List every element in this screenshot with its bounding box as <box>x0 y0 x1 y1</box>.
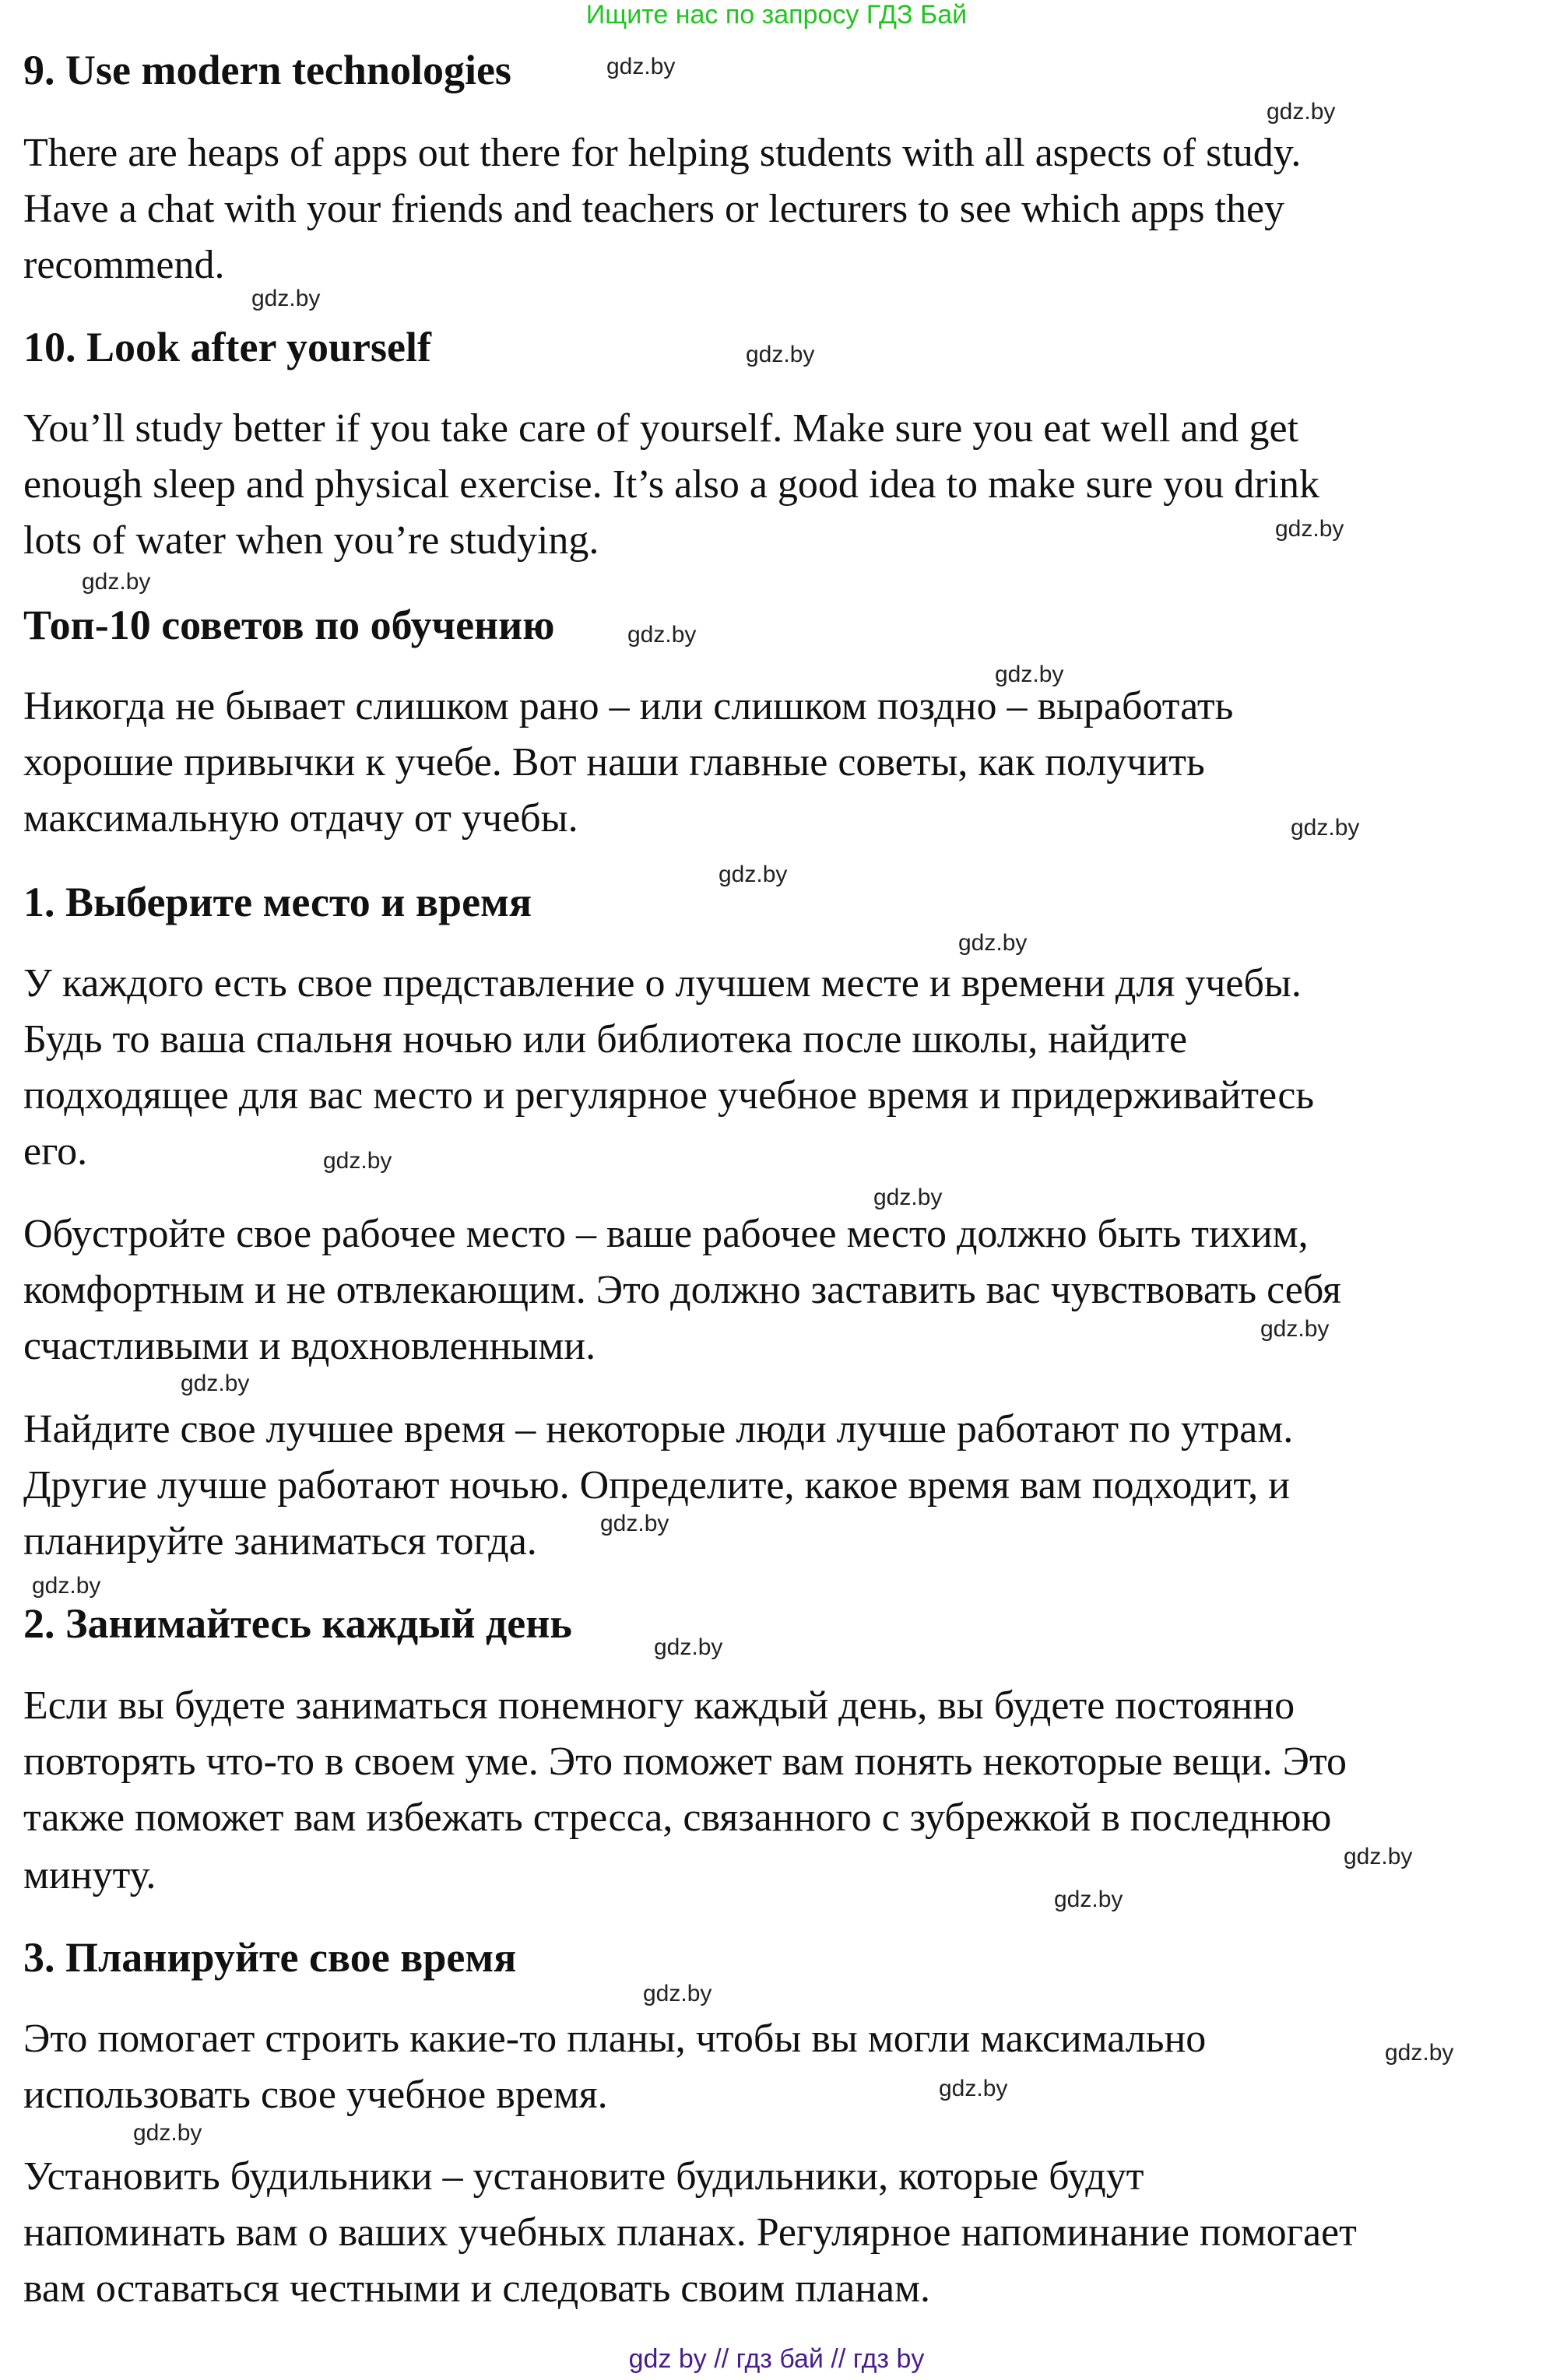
paragraph-line: There are heaps of apps out there for helping students with all aspects of study. <box>23 131 1302 175</box>
paragraph-line: минуту. <box>23 1853 156 1897</box>
watermark: gdz.by <box>654 1634 723 1660</box>
paragraph-line: lots of water when you’re studying. <box>23 518 599 563</box>
paragraph-line: планируйте заниматься тогда. <box>23 1519 537 1564</box>
paragraph-line: enough sleep and physical exercise. It’s also a good idea to make sure you drink <box>23 462 1319 507</box>
paragraph-line: повторять что-то в своем уме. Это поможет вам понять некоторые вещи. Это <box>23 1739 1347 1784</box>
paragraph-line: максимальную отдачу от учебы. <box>23 796 578 841</box>
watermark: gdz.by <box>873 1185 943 1210</box>
watermark: gdz.by <box>1267 99 1336 125</box>
section-heading: Топ-10 советов по обучению <box>23 602 555 648</box>
watermark: gdz.by <box>251 286 321 311</box>
paragraph-line: напоминать вам о ваших учебных планах. Регулярное напоминание помогает <box>23 2210 1357 2255</box>
paragraph-line: Никогда не бывает слишком рано – или слишком поздно – выработать <box>23 684 1234 728</box>
section-heading: 10. Look after yourself <box>23 324 431 370</box>
paragraph-line: Другие лучше работают ночью. Определите, какое время вам подходит, и <box>23 1463 1290 1508</box>
paragraph-line: Установить будильники – установите будильники, которые будут <box>23 2154 1144 2199</box>
watermark: gdz.by <box>746 342 815 367</box>
watermark: gdz.by <box>958 930 1028 956</box>
watermark: gdz.by <box>323 1148 392 1174</box>
watermark: gdz.by <box>1385 2040 1454 2066</box>
watermark: gdz.by <box>32 1573 101 1599</box>
watermark: gdz.by <box>627 622 697 648</box>
paragraph-line: recommend. <box>23 243 225 287</box>
paragraph-line: Если вы будете заниматься понемногу каждый день, вы будете постоянно <box>23 1683 1295 1728</box>
paragraph-line: Найдите свое лучшее время – некоторые люди лучше работают по утрам. <box>23 1407 1294 1452</box>
paragraph-line: счастливыми и вдохновленными. <box>23 1324 596 1368</box>
paragraph-line: Это помогает строить какие-то планы, чтобы вы могли максимально <box>23 2017 1207 2061</box>
watermark: gdz.by <box>1291 815 1360 841</box>
paragraph-line: Обустройте свое рабочее место – ваше рабочее место должно быть тихим, <box>23 1212 1309 1256</box>
paragraph-line: You’ll study better if you take care of yourself. Make sure you eat well and get <box>23 406 1299 451</box>
watermark: gdz.by <box>995 662 1064 687</box>
paragraph-line: использовать свое учебное время. <box>23 2073 608 2117</box>
paragraph-line: комфортным и не отвлекающим. Это должно заставить вас чувствовать себя <box>23 1268 1341 1312</box>
watermark: gdz.by <box>82 569 151 595</box>
section-heading: 1. Выберите место и время <box>23 879 532 925</box>
watermark: gdz.by <box>1054 1887 1123 1912</box>
paragraph-line: Have a chat with your friends and teachers or lecturers to see which apps they <box>23 187 1285 231</box>
watermark: gdz.by <box>181 1371 250 1396</box>
footer-links[interactable]: gdz by // гдз бай // гдз by <box>628 2344 925 2374</box>
section-heading: 2. Занимайтесь каждый день <box>23 1600 572 1647</box>
paragraph-line: вам оставаться честными и следовать своим планам. <box>23 2266 930 2311</box>
watermark: gdz.by <box>939 2076 1008 2101</box>
watermark: gdz.by <box>606 54 676 79</box>
paragraph-line: также поможет вам избежать стресса, связанного с зубрежкой в последнюю <box>23 1796 1332 1840</box>
watermark: gdz.by <box>719 862 788 887</box>
watermark: gdz.by <box>1344 1844 1413 1869</box>
watermark: gdz.by <box>643 1981 712 2006</box>
search-banner: Ищите нас по запросу ГДЗ Бай <box>585 0 968 30</box>
paragraph-line: Будь то ваша спальня ночью или библиотека после школы, найдите <box>23 1017 1188 1062</box>
watermark: gdz.by <box>600 1511 669 1536</box>
paragraph-line: подходящее для вас место и регулярное учебное время и придерживайтесь <box>23 1073 1315 1118</box>
watermark: gdz.by <box>1275 516 1344 542</box>
paragraph-line: его. <box>23 1129 88 1174</box>
watermark: gdz.by <box>133 2120 202 2146</box>
section-heading: 9. Use modern technologies <box>23 47 511 93</box>
watermark: gdz.by <box>1260 1316 1330 1342</box>
section-heading: 3. Планируйте свое время <box>23 1934 517 1981</box>
paragraph-line: хорошие привычки к учебе. Вот наши главные советы, как получить <box>23 740 1205 785</box>
paragraph-line: У каждого есть свое представление о лучшем месте и времени для учебы. <box>23 961 1302 1006</box>
